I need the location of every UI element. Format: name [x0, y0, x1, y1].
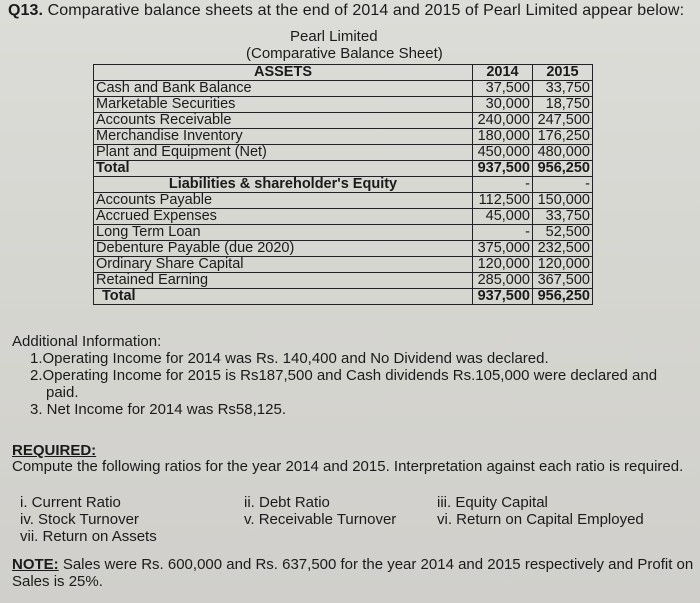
ratio-item: iii. Equity Capital — [437, 494, 548, 511]
required-text: Compute the following ratios for the year 2014 and 2015. Interpretation against each ratio is required. — [12, 458, 684, 475]
row-value-2014: 30,000 — [473, 97, 533, 113]
total-2014: 937,500 — [473, 161, 533, 177]
row-value-2015: 367,500 — [533, 273, 593, 289]
item-text: Net Income for 2014 was Rs58,125. — [42, 401, 286, 418]
assets-total-row — [94, 161, 593, 177]
total-2014: 937,500 — [473, 289, 533, 305]
row-label: Retained Earning — [94, 273, 473, 289]
row-value-2014: 240,000 — [473, 113, 533, 129]
table-row — [94, 145, 593, 161]
table-row — [94, 225, 593, 241]
year-2014-header: 2014 — [473, 65, 533, 81]
row-label: Marketable Securities — [94, 97, 473, 113]
row-value-2014: 180,000 — [473, 129, 533, 145]
ratio-item: i. Current Ratio — [20, 494, 121, 511]
liabilities-header-2014: - — [473, 177, 533, 193]
liabilities-header-row — [94, 177, 593, 193]
table-row — [94, 113, 593, 129]
row-value-2015: 232,500 — [533, 241, 593, 257]
total-2015: 956,250 — [533, 161, 593, 177]
row-value-2015: 120,000 — [533, 257, 593, 273]
question-heading — [8, 0, 684, 22]
company-name: Pearl Limited — [290, 28, 378, 45]
balance-sheet-table — [93, 64, 593, 305]
row-label: Cash and Bank Balance — [94, 81, 473, 97]
row-label: Ordinary Share Capital — [94, 257, 473, 273]
item-number: 3. — [30, 401, 43, 418]
row-value-2015: 176,250 — [533, 129, 593, 145]
additional-info-heading: Additional Information: — [12, 333, 162, 350]
row-label: Accrued Expenses — [94, 209, 473, 225]
ratio-item: vi. Return on Capital Employed — [437, 511, 644, 528]
row-value-2015: 150,000 — [533, 193, 593, 209]
question-number: Q13. — [8, 2, 44, 19]
row-label: Accounts Receivable — [94, 113, 473, 129]
row-label: Debenture Payable (due 2020) — [94, 241, 473, 257]
ratio-item: ii. Debt Ratio — [244, 494, 330, 511]
row-value-2014: - — [473, 225, 533, 241]
table-row — [94, 209, 593, 225]
additional-info-list — [30, 350, 695, 418]
row-label: Merchandise Inventory — [94, 129, 473, 145]
row-label: Plant and Equipment (Net) — [94, 145, 473, 161]
row-value-2015: 18,750 — [533, 97, 593, 113]
ratio-row — [20, 528, 690, 545]
row-value-2014: 37,500 — [473, 81, 533, 97]
year-2015-header: 2015 — [533, 65, 593, 81]
item-number: 2. — [30, 367, 43, 384]
table-row — [94, 257, 593, 273]
list-item — [30, 350, 695, 367]
note-label: NOTE: — [12, 556, 59, 573]
row-label: Accounts Payable — [94, 193, 473, 209]
question-text: Comparative balance sheets at the end of 2014 and 2015 of Pearl Limited appear below: — [47, 2, 685, 19]
table-row — [94, 81, 593, 97]
total-label: Total — [94, 289, 473, 305]
row-value-2014: 45,000 — [473, 209, 533, 225]
note-section — [12, 556, 694, 590]
liabilities-header: Liabilities & shareholder's Equity — [94, 177, 473, 193]
ratio-item: v. Receivable Turnover — [244, 511, 397, 528]
table-row — [94, 193, 593, 209]
table-row — [94, 97, 593, 113]
list-item — [30, 367, 695, 384]
liabilities-total-row — [94, 289, 593, 305]
row-value-2014: 375,000 — [473, 241, 533, 257]
assets-header: ASSETS — [94, 65, 473, 81]
list-item-continuation: paid. — [46, 384, 79, 401]
sheet-subtitle: (Comparative Balance Sheet) — [246, 45, 443, 62]
required-section — [12, 443, 692, 475]
row-value-2014: 285,000 — [473, 273, 533, 289]
row-value-2014: 450,000 — [473, 145, 533, 161]
total-2015: 956,250 — [533, 289, 593, 305]
row-value-2015: 480,000 — [533, 145, 593, 161]
row-value-2015: 33,750 — [533, 209, 593, 225]
table-row — [94, 273, 593, 289]
total-label: Total — [94, 161, 473, 177]
ratio-item: vii. Return on Assets — [20, 528, 157, 545]
table-row — [94, 241, 593, 257]
row-value-2014: 120,000 — [473, 257, 533, 273]
list-item — [30, 401, 695, 418]
ratio-item: iv. Stock Turnover — [20, 511, 139, 528]
note-text: Sales were Rs. 600,000 and Rs. 637,500 for the year 2014 and 2015 respectively and Profit on Sales is 25%. — [12, 556, 694, 590]
item-text: Operating Income for 2015 is Rs187,500 and Cash dividends Rs.105,000 were declared and — [42, 367, 658, 384]
item-text: Operating Income for 2014 was Rs. 140,400 and No Dividend was declared. — [42, 350, 549, 367]
ratio-row — [20, 511, 690, 528]
table-header-row — [94, 65, 593, 81]
item-number: 1. — [30, 350, 43, 367]
row-value-2015: 52,500 — [533, 225, 593, 241]
row-label: Long Term Loan — [94, 225, 473, 241]
row-value-2015: 247,500 — [533, 113, 593, 129]
liabilities-header-2015: - — [533, 177, 593, 193]
required-heading: REQUIRED: — [12, 442, 97, 459]
row-value-2015: 33,750 — [533, 81, 593, 97]
ratio-list — [20, 494, 690, 545]
row-value-2014: 112,500 — [473, 193, 533, 209]
table-row — [94, 129, 593, 145]
ratio-row — [20, 494, 690, 511]
